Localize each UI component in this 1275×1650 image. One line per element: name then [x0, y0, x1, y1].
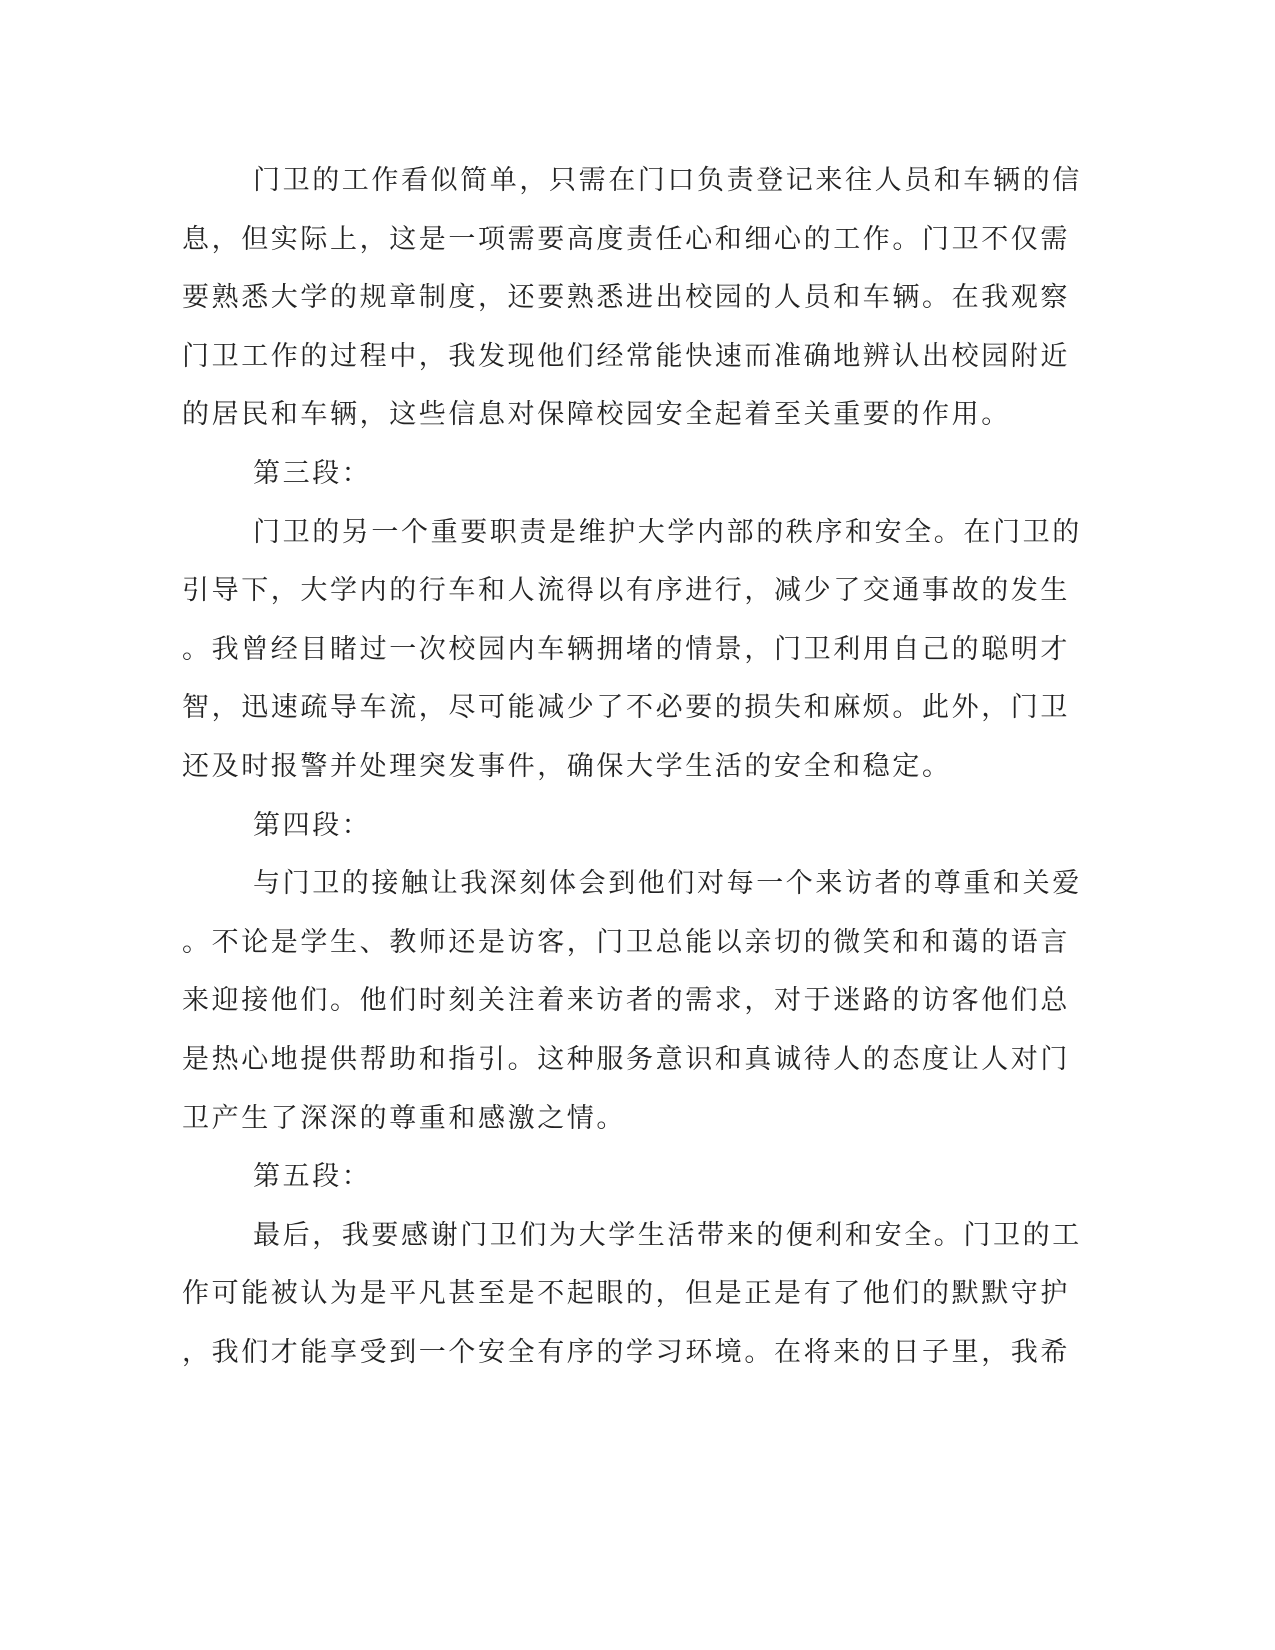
- text-line: 还及时报警并处理突发事件，确保大学生活的安全和稳定。: [182, 750, 952, 782]
- document-body: [182, 152, 1082, 1382]
- text-line: 是热心地提供帮助和指引。这种服务意识和真诚待人的态度让人对门: [182, 1043, 1070, 1075]
- text-line: 最后，我要感谢门卫们为大学生活带来的便利和安全。门卫的工: [253, 1219, 1082, 1251]
- text-line: 卫产生了深深的尊重和感激之情。: [182, 1102, 626, 1134]
- text-line: 息，但实际上，这是一项需要高度责任心和细心的工作。门卫不仅需: [182, 223, 1070, 255]
- text-line: 作可能被认为是平凡甚至是不起眼的，但是正是有了他们的默默守护: [182, 1278, 1070, 1310]
- text-line: 门卫的工作看似简单，只需在门口负责登记来往人员和车辆的信: [253, 165, 1082, 196]
- text-line: 来迎接他们。他们时刻关注着来访者的需求，对于迷路的访客他们总: [182, 985, 1070, 1017]
- text-line: 门卫工作的过程中，我发现他们经常能快速而准确地辨认出校园附近: [182, 340, 1070, 372]
- text-line: 引导下，大学内的行车和人流得以有序进行，减少了交通事故的发生: [182, 575, 1070, 607]
- text-line: 要熟悉大学的规章制度，还要熟悉进出校园的人员和车辆。在我观察: [182, 282, 1070, 314]
- section-heading: 第五段：: [253, 1161, 372, 1193]
- section-heading: 第三段：: [253, 457, 372, 489]
- text-line: 。不论是学生、教师还是访客，门卫总能以亲切的微笑和和蔼的语言: [182, 926, 1070, 958]
- text-line: 的居民和车辆，这些信息对保障校园安全起着至关重要的作用。: [182, 399, 1011, 431]
- section-heading: 第四段：: [253, 809, 372, 841]
- text-line: ，我们才能享受到一个安全有序的学习环境。在将来的日子里，我希: [182, 1336, 1070, 1368]
- text-line: 与门卫的接触让我深刻体会到他们对每一个来访者的尊重和关爱: [253, 868, 1082, 900]
- text-line: 门卫的另一个重要职责是维护大学内部的秩序和安全。在门卫的: [253, 516, 1082, 548]
- text-line: 智，迅速疏导车流，尽可能减少了不必要的损失和麻烦。此外，门卫: [182, 692, 1070, 724]
- text-line: 。我曾经目睹过一次校园内车辆拥堵的情景，门卫利用自己的聪明才: [182, 633, 1070, 665]
